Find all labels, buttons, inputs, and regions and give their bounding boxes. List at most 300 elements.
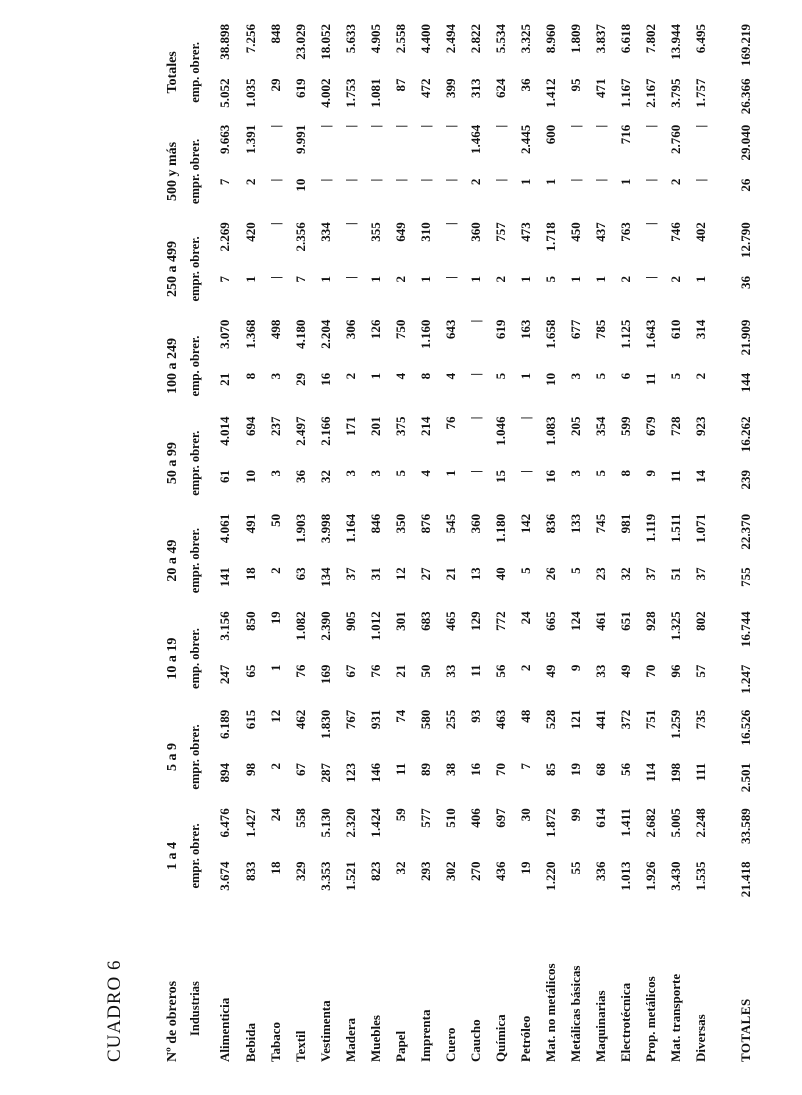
cell-empresas: 3 — [342, 469, 358, 477]
row-label: Cuero — [442, 1027, 458, 1062]
cell-empresas: 16 — [542, 469, 558, 483]
cell-obreros: 745 — [592, 513, 608, 534]
cell-obreros: 121 — [567, 709, 583, 730]
cell-empresas: 6 — [617, 372, 633, 380]
cell-empresas: 37 — [692, 567, 708, 581]
spacer-cell — [713, 22, 733, 1062]
cell-empresas: 1 — [542, 178, 558, 186]
cell-empresas: 68 — [592, 763, 608, 777]
cell-empresas: 50 — [417, 664, 433, 678]
cell-obreros: 306 — [342, 319, 358, 340]
table-title: CUADRO 6 — [104, 959, 125, 1062]
group-header: 500 y más — [165, 141, 180, 202]
group-header: 100 a 249 — [165, 338, 180, 395]
cell-empresas: 2.167 — [642, 78, 658, 108]
cell-obreros: 2.320 — [342, 808, 358, 838]
cell-empresas: 95 — [567, 78, 583, 92]
cell-empresas: 32 — [392, 861, 408, 875]
cell-obreros: 545 — [442, 513, 458, 534]
row-label: Metálicas básicas — [567, 965, 583, 1062]
cell-empresas: 1.753 — [342, 78, 358, 108]
cell-empresas: | — [467, 372, 483, 376]
table-row — [388, 22, 413, 1062]
table-row — [263, 22, 288, 1062]
cell-obreros: 4.014 — [217, 416, 232, 446]
cell-empresas: 1 — [617, 178, 633, 186]
cell-obreros: 450 — [567, 222, 583, 242]
cell-obreros: 360 — [467, 513, 483, 534]
group-header: Totales — [165, 51, 180, 94]
cell-empresas: 169 — [317, 664, 333, 685]
row-label: Madera — [342, 1017, 358, 1062]
cell-empresas: 3 — [267, 372, 283, 380]
cell-obreros: 665 — [542, 611, 558, 631]
table-row — [538, 22, 563, 1062]
cell-obreros: 301 — [392, 611, 408, 631]
cell-empresas: | — [442, 178, 458, 182]
cell-empresas: 313 — [467, 78, 483, 98]
cell-empresas: 7 — [217, 178, 232, 186]
cell-empresas: | — [342, 276, 358, 279]
cell-obreros: 255 — [442, 709, 458, 730]
cell-empresas: 1.167 — [617, 78, 633, 108]
cell-empresas: 56 — [492, 664, 508, 678]
cell-empresas: | — [317, 178, 333, 182]
cell-empresas: | — [392, 178, 408, 182]
row-label: Maquinarias — [592, 990, 608, 1062]
cell-empresas: | — [492, 178, 508, 182]
row-label: Textil — [292, 1030, 308, 1062]
row-label: Diversas — [692, 1014, 708, 1062]
cell-empresas: 33 — [442, 664, 458, 678]
cell-empresas: | — [467, 469, 483, 473]
cell-empresas: 1 — [592, 276, 608, 283]
cell-empresas: | — [417, 178, 433, 182]
total-cell: 22.370 — [738, 513, 753, 550]
cell-empresas: | — [567, 178, 583, 182]
row-label: Bebida — [242, 1022, 258, 1062]
cell-empresas: 3.674 — [217, 861, 232, 891]
cell-obreros: 314 — [692, 319, 708, 340]
group-header: 20 a 49 — [165, 539, 180, 582]
row-label: Tabaco — [267, 1022, 283, 1062]
cell-obreros: | — [442, 222, 458, 226]
cell-empresas: 2 — [392, 276, 408, 283]
cell-empresas: 31 — [367, 567, 383, 581]
cell-empresas: 8 — [417, 372, 433, 380]
cell-empresas: 1.926 — [642, 861, 658, 891]
cell-obreros: 402 — [692, 222, 708, 242]
cell-obreros: 1.903 — [292, 513, 308, 544]
cell-empresas: 4 — [392, 372, 408, 380]
cell-empresas: 3.353 — [317, 861, 333, 891]
cell-empresas: 123 — [342, 763, 358, 783]
total-cell: 26.366 — [738, 78, 753, 115]
total-cell: 16.526 — [738, 709, 753, 746]
cell-empresas: 19 — [517, 861, 533, 875]
row-label: Caucho — [467, 1019, 483, 1062]
cell-empresas: 14 — [692, 469, 708, 483]
cell-empresas: 9 — [642, 469, 658, 477]
cell-obreros: 619 — [492, 319, 508, 340]
cell-empresas: 4 — [417, 469, 433, 477]
table-row — [588, 22, 613, 1062]
row-label: Química — [492, 1014, 508, 1062]
cell-obreros: 2.494 — [442, 24, 458, 54]
cell-obreros: | — [592, 124, 608, 128]
cell-obreros: 772 — [492, 611, 508, 631]
cell-obreros: 420 — [242, 222, 258, 242]
cell-obreros: 767 — [342, 709, 358, 730]
cell-obreros: 510 — [442, 808, 458, 828]
total-cell: 169.219 — [738, 24, 753, 67]
cell-empresas: 76 — [292, 664, 308, 678]
cell-obreros: 2.760 — [667, 124, 683, 154]
cell-obreros: 1.464 — [467, 124, 483, 154]
cell-obreros: 6.618 — [617, 24, 633, 54]
table-row — [363, 22, 388, 1062]
subheader: emp. obrer. — [187, 628, 202, 689]
table-row — [338, 22, 363, 1062]
cell-obreros: 580 — [417, 709, 433, 730]
cell-obreros: 6.189 — [217, 709, 232, 740]
cell-empresas: 3.795 — [667, 78, 683, 108]
cell-empresas: 1 — [517, 178, 533, 186]
cell-obreros: 848 — [267, 24, 283, 44]
cell-obreros: | — [417, 124, 433, 128]
cell-obreros: 1.427 — [242, 808, 258, 838]
cell-obreros: 30 — [517, 808, 533, 822]
cell-obreros: 1.718 — [542, 222, 558, 252]
cell-obreros: 1.082 — [292, 611, 308, 641]
cell-empresas: | — [442, 276, 458, 279]
cell-empresas: | — [592, 178, 608, 182]
cell-obreros: 905 — [342, 611, 358, 631]
cell-empresas: 293 — [417, 861, 433, 881]
cell-empresas: 134 — [317, 567, 333, 587]
table-row — [688, 22, 713, 1062]
cell-empresas: 287 — [317, 763, 333, 783]
cell-empresas: | — [342, 178, 358, 182]
cell-empresas: 26 — [542, 567, 558, 581]
cell-empresas: 96 — [667, 664, 683, 678]
cell-obreros: 2.204 — [317, 319, 333, 349]
cell-obreros: 1.180 — [492, 513, 508, 544]
cell-obreros: 7.802 — [642, 24, 658, 54]
cell-empresas: 5 — [667, 372, 683, 380]
cell-obreros: 2.356 — [292, 222, 308, 252]
cell-empresas: 4.002 — [317, 78, 333, 108]
total-cell: 21.418 — [738, 861, 753, 898]
cell-obreros: 614 — [592, 808, 608, 828]
cell-obreros: 18.052 — [317, 24, 333, 60]
total-cell: 21.909 — [738, 319, 753, 356]
cell-obreros: 2.390 — [317, 611, 333, 641]
cell-empresas: 4 — [442, 372, 458, 380]
cell-empresas: | — [367, 178, 383, 182]
cell-empresas: 1 — [517, 372, 533, 380]
cell-empresas: 3 — [367, 469, 383, 477]
total-cell: 2.501 — [738, 763, 753, 793]
cell-obreros: 142 — [517, 513, 533, 534]
header-row-subheaders — [184, 22, 206, 1062]
cell-empresas: 3 — [567, 372, 583, 380]
cell-empresas: 3.430 — [667, 861, 683, 891]
cell-obreros: 7.256 — [242, 24, 258, 54]
cell-obreros: 355 — [367, 222, 383, 242]
row-label: Muebles — [367, 1015, 383, 1062]
row-label: Papel — [392, 1030, 408, 1062]
cell-empresas: 32 — [617, 567, 633, 581]
cell-obreros: 12 — [267, 709, 283, 723]
cell-empresas: 1.081 — [367, 78, 383, 108]
cell-obreros: 463 — [492, 709, 508, 730]
cell-obreros: 683 — [417, 611, 433, 631]
cell-empresas: 7 — [292, 276, 308, 283]
cell-obreros: 3.156 — [217, 611, 232, 641]
cell-empresas: 37 — [642, 567, 658, 581]
cell-empresas: 141 — [217, 567, 232, 587]
cell-obreros: 8.960 — [542, 24, 558, 54]
cell-obreros: 59 — [392, 808, 408, 822]
cell-obreros: | — [342, 124, 358, 128]
cell-empresas: 9 — [567, 664, 583, 672]
cell-obreros: 750 — [392, 319, 408, 340]
cell-obreros: 802 — [692, 611, 708, 631]
cell-empresas: 89 — [417, 763, 433, 777]
cell-empresas: 5 — [592, 469, 608, 477]
cell-empresas: 1.013 — [617, 861, 633, 891]
subheader: empr. obrer. — [187, 138, 202, 205]
cell-obreros: 931 — [367, 709, 383, 730]
cell-obreros: 38.898 — [217, 24, 232, 60]
cell-empresas: 51 — [667, 567, 683, 581]
cell-empresas: 247 — [217, 664, 232, 685]
totals-row — [733, 22, 759, 1062]
cell-empresas: 11 — [467, 664, 483, 677]
table-row — [206, 22, 238, 1062]
table-row — [313, 22, 338, 1062]
group-header: 1 a 4 — [165, 841, 180, 870]
group-header: 10 a 19 — [165, 637, 180, 680]
cell-obreros: 133 — [567, 513, 583, 534]
cell-obreros: | — [692, 124, 708, 128]
cell-empresas: 5 — [392, 469, 408, 477]
cell-empresas: 55 — [567, 861, 583, 875]
cell-obreros: 129 — [467, 611, 483, 631]
cell-obreros: 1.325 — [667, 611, 683, 641]
stub-header-obreros-text: Nº de obreros — [165, 980, 180, 1062]
cell-obreros: 205 — [567, 416, 583, 436]
cell-obreros: 99 — [567, 808, 583, 822]
cell-empresas: 21 — [442, 567, 458, 581]
cell-obreros: 6.495 — [692, 24, 708, 54]
cell-obreros: 1.872 — [542, 808, 558, 838]
cell-empresas: 329 — [292, 861, 308, 881]
cell-obreros: | — [392, 124, 408, 128]
table-row — [488, 22, 513, 1062]
cell-empresas: 98 — [242, 763, 258, 777]
cell-obreros: 1.511 — [667, 513, 683, 543]
cell-obreros: 124 — [567, 611, 583, 631]
row-label: Alimenticia — [217, 997, 232, 1062]
cell-empresas: 471 — [592, 78, 608, 98]
cell-obreros: 334 — [317, 222, 333, 242]
cell-obreros: 4.061 — [217, 513, 232, 544]
cell-empresas: 21 — [392, 664, 408, 678]
cell-empresas: 2 — [492, 276, 508, 283]
cell-empresas: 399 — [442, 78, 458, 98]
cell-empresas: 18 — [242, 567, 258, 581]
cell-empresas: 624 — [492, 78, 508, 98]
cell-obreros: 600 — [542, 124, 558, 145]
cell-obreros: 1.012 — [367, 611, 383, 641]
row-label: Prop. metálicos — [642, 976, 658, 1062]
cell-empresas: 56 — [617, 763, 633, 777]
cell-obreros: 48 — [517, 709, 533, 723]
cell-empresas: 619 — [292, 78, 308, 98]
cell-empresas: 33 — [592, 664, 608, 678]
cell-obreros: 928 — [642, 611, 658, 631]
cell-empresas: 70 — [642, 664, 658, 678]
cell-obreros: 214 — [417, 416, 433, 436]
cell-obreros: 615 — [242, 709, 258, 730]
table-body — [162, 22, 759, 1062]
row-label: Petróleo — [517, 1015, 533, 1062]
group-header: 5 a 9 — [165, 742, 180, 771]
cell-empresas: | — [267, 178, 283, 182]
cell-empresas: 29 — [267, 78, 283, 92]
cell-obreros: 2.269 — [217, 222, 232, 252]
cell-empresas: 70 — [492, 763, 508, 777]
cell-obreros: 491 — [242, 513, 258, 534]
total-cell: 26 — [738, 178, 753, 192]
cell-empresas: 1 — [442, 469, 458, 477]
cell-obreros: 651 — [617, 611, 633, 631]
cell-obreros: | — [642, 222, 658, 226]
cell-empresas: 12 — [392, 567, 408, 581]
cell-obreros: 649 — [392, 222, 408, 242]
cell-obreros: 1.083 — [542, 416, 558, 446]
cell-empresas: 63 — [292, 567, 308, 581]
row-label: Electrotécnica — [617, 982, 633, 1062]
row-label: Mat. no metálicos — [542, 963, 558, 1062]
cell-empresas: 2 — [467, 178, 483, 186]
cell-empresas: 16 — [317, 372, 333, 386]
cell-obreros: 126 — [367, 319, 383, 340]
cell-empresas: 436 — [492, 861, 508, 881]
cell-obreros: 599 — [617, 416, 633, 436]
cell-empresas: 833 — [242, 861, 258, 881]
cell-empresas: 85 — [542, 763, 558, 777]
cell-obreros: 2.166 — [317, 416, 333, 446]
cell-obreros: 1.368 — [242, 319, 258, 349]
cell-obreros: 237 — [267, 416, 283, 436]
cell-empresas: 40 — [492, 567, 508, 581]
cell-empresas: 472 — [417, 78, 433, 98]
cell-empresas: 823 — [367, 861, 383, 881]
cell-empresas: 13 — [467, 567, 483, 581]
cell-empresas: 5 — [567, 567, 583, 574]
cell-obreros: 93 — [467, 709, 483, 723]
cell-obreros: | — [267, 124, 283, 128]
cell-obreros: 1.643 — [642, 319, 658, 349]
cell-obreros: 746 — [667, 222, 683, 242]
cell-empresas: 18 — [267, 861, 283, 875]
cell-empresas: 10 — [242, 469, 258, 483]
cell-obreros: 679 — [642, 416, 658, 436]
cell-empresas: 15 — [492, 469, 508, 483]
cell-obreros: 171 — [342, 416, 358, 436]
cell-empresas: 2 — [267, 763, 283, 770]
table-row — [513, 22, 538, 1062]
cell-empresas: 11 — [392, 763, 408, 776]
cell-empresas: 87 — [392, 78, 408, 92]
header-row-groups — [162, 22, 184, 1062]
cell-obreros: | — [267, 222, 283, 226]
cell-obreros: 1.830 — [317, 709, 333, 740]
totals-label: TOTALES — [738, 998, 753, 1062]
cell-obreros: 697 — [492, 808, 508, 828]
cell-obreros: 1.046 — [492, 416, 508, 446]
total-cell: 755 — [738, 567, 753, 587]
cell-empresas: 114 — [642, 763, 658, 782]
cell-empresas: | — [642, 276, 658, 279]
cell-obreros: 461 — [592, 611, 608, 631]
cell-obreros: | — [442, 124, 458, 128]
cell-empresas: 111 — [692, 763, 708, 782]
table-row — [463, 22, 488, 1062]
cell-empresas: 1 — [317, 276, 333, 283]
cell-obreros: 498 — [267, 319, 283, 340]
cell-obreros: 76 — [442, 416, 458, 430]
cell-empresas: 5 — [492, 372, 508, 380]
cell-obreros: 406 — [467, 808, 483, 828]
cell-empresas: 57 — [692, 664, 708, 678]
cell-obreros: 751 — [642, 709, 658, 730]
cell-obreros: | — [317, 124, 333, 128]
cell-obreros: 2.445 — [517, 124, 533, 154]
cell-empresas: 302 — [442, 861, 458, 881]
cell-obreros: 785 — [592, 319, 608, 340]
cell-empresas: 10 — [542, 372, 558, 386]
cell-empresas: 23 — [592, 567, 608, 581]
cell-obreros: | — [642, 124, 658, 128]
cell-obreros: 757 — [492, 222, 508, 242]
cell-obreros: 2.822 — [467, 24, 483, 54]
cell-empresas: 5.052 — [217, 78, 232, 108]
cell-empresas: | — [517, 469, 533, 473]
cell-obreros: | — [342, 222, 358, 226]
stub-header-industrias: Industrias — [187, 981, 202, 1036]
cell-obreros: 677 — [567, 319, 583, 340]
cell-empresas: 37 — [342, 567, 358, 581]
cell-obreros: 441 — [592, 709, 608, 730]
cell-obreros: 728 — [667, 416, 683, 436]
table-row — [413, 22, 438, 1062]
cell-obreros: 528 — [542, 709, 558, 730]
cell-empresas: 146 — [367, 763, 383, 783]
cell-obreros: 201 — [367, 416, 383, 436]
cell-empresas: 27 — [417, 567, 433, 581]
cell-obreros: 462 — [292, 709, 308, 730]
cell-obreros: 3.837 — [592, 24, 608, 54]
row-label: Vestimenta — [317, 1000, 333, 1062]
table-row — [638, 22, 663, 1062]
cell-empresas: 1.035 — [242, 78, 258, 108]
cell-empresas: 2 — [267, 567, 283, 574]
cell-empresas: 29 — [292, 372, 308, 386]
